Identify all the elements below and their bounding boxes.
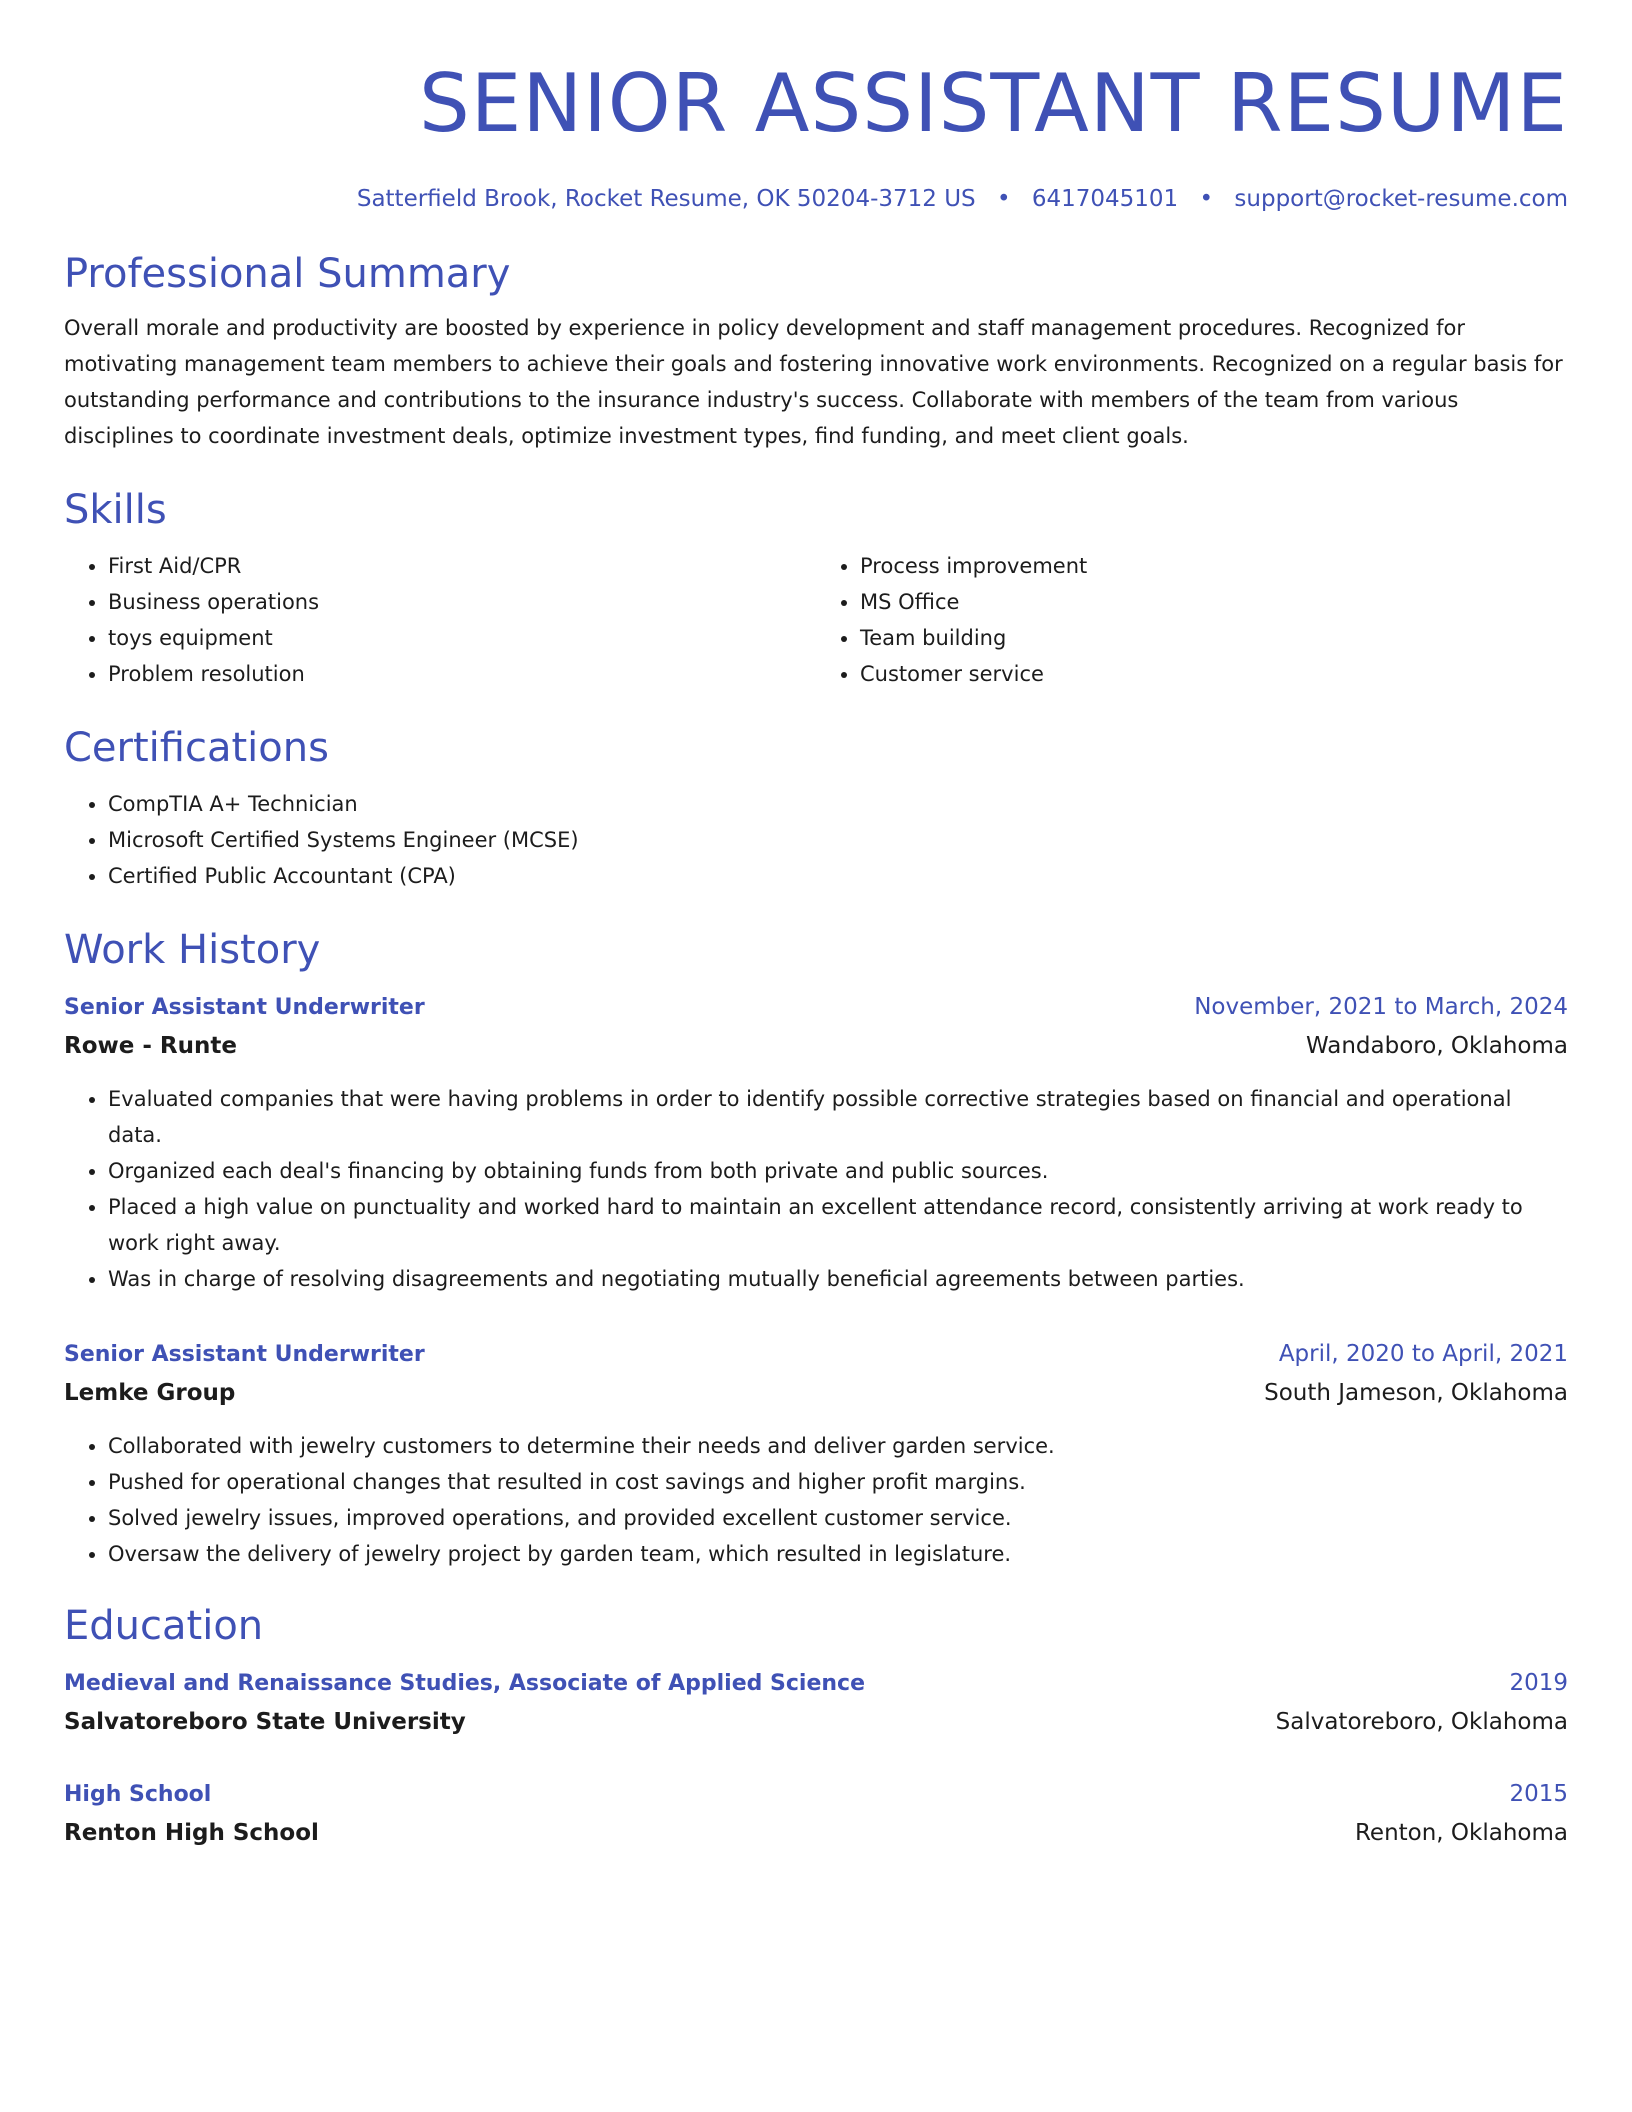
skills-columns — [64, 548, 1568, 692]
education-year: 2015 — [1509, 1781, 1568, 1807]
education-year: 2019 — [1509, 1670, 1568, 1696]
section-title-skills: Skills — [64, 487, 167, 533]
education-school: Salvatoreboro State University — [64, 1709, 466, 1735]
skill-item: • MS Office — [860, 584, 1568, 620]
certification-item: • Microsoft Certified Systems Engineer (MCSE) — [108, 822, 1568, 858]
skill-item: • Problem resolution — [108, 656, 816, 692]
section-title-summary: Professional Summary — [64, 251, 511, 297]
skill-item: • Business operations — [108, 584, 816, 620]
professional-summary-section — [64, 248, 1568, 454]
job-duties-list — [64, 1428, 1568, 1572]
job-company: Rowe - Runte — [64, 1033, 237, 1059]
education-entry — [64, 1664, 1568, 1741]
education-location: Renton, Oklahoma — [1354, 1820, 1568, 1846]
job-company: Lemke Group — [64, 1380, 236, 1406]
job-location: South Jameson, Oklahoma — [1264, 1380, 1568, 1406]
education-location: Salvatoreboro, Oklahoma — [1275, 1709, 1568, 1735]
resume-header — [64, 0, 1568, 216]
education-entry — [64, 1775, 1568, 1852]
job-entry — [64, 1335, 1568, 1572]
section-title-education: Education — [64, 1603, 264, 1649]
job-company-row — [64, 1374, 1568, 1412]
job-duty-item: • Pushed for operational changes that resulted in cost savings and higher profit margins. — [108, 1464, 1568, 1500]
education-school: Renton High School — [64, 1820, 319, 1846]
job-location: Wandaboro, Oklahoma — [1305, 1033, 1568, 1059]
skills-section — [64, 484, 1568, 692]
job-duty-item: • Evaluated companies that were having problems in order to identify possible corrective strategies based on financial and operational data. — [108, 1081, 1568, 1153]
job-dates: November, 2021 to March, 2024 — [1194, 994, 1568, 1020]
skill-item: • Customer service — [860, 656, 1568, 692]
job-dates: April, 2020 to April, 2021 — [1278, 1341, 1568, 1367]
section-title-certifications: Certifications — [64, 725, 329, 771]
certifications-section — [64, 722, 1568, 894]
education-school-row — [64, 1703, 1568, 1741]
certifications-list — [64, 786, 1568, 894]
contact-phone: 6417045101 — [1031, 186, 1179, 212]
contact-line — [64, 182, 1568, 216]
certification-item: • CompTIA A+ Technician — [108, 786, 1568, 822]
education-header-row — [64, 1775, 1568, 1814]
skills-list-left — [64, 548, 816, 692]
work-history-section — [64, 924, 1568, 1572]
contact-address: Satterfield Brook, Rocket Resume, OK 50204-3712 US — [356, 186, 976, 212]
certification-item: • Certified Public Accountant (CPA) — [108, 858, 1568, 894]
job-title: Senior Assistant Underwriter — [64, 1342, 425, 1367]
job-duties-list — [64, 1081, 1568, 1297]
job-company-row — [64, 1027, 1568, 1065]
job-duty-item: • Collaborated with jewelry customers to determine their needs and deliver garden service. — [108, 1428, 1568, 1464]
contact-separator: • — [1199, 186, 1214, 212]
job-duty-item: • Was in charge of resolving disagreements and negotiating mutually beneficial agreements between parties. — [108, 1261, 1568, 1297]
job-header-row — [64, 1335, 1568, 1374]
skills-list-right — [816, 548, 1568, 692]
job-title: Senior Assistant Underwriter — [64, 995, 425, 1020]
job-duty-item: • Organized each deal's financing by obtaining funds from both private and public sources. — [108, 1153, 1568, 1189]
resume-title: SENIOR ASSISTANT RESUME — [419, 57, 1568, 150]
contact-separator: • — [996, 186, 1011, 212]
contact-email: support@rocket-resume.com — [1234, 186, 1568, 212]
education-header-row — [64, 1664, 1568, 1703]
job-duty-item: • Solved jewelry issues, improved operations, and provided excellent customer service. — [108, 1500, 1568, 1536]
education-degree: Medieval and Renaissance Studies, Associate of Applied Science — [64, 1671, 866, 1696]
summary-text: Overall morale and productivity are boosted by experience in policy development and staff management procedures. Recognized for motivating management team members to achieve their goals and fostering innovative work environments. Recognized on a regular basis for outstanding performance and contributions to the insurance industry's success. Collaborate with members of the team from various disciplines to coordinate investment deals, optimize investment types, find funding, and meet client goals. — [64, 316, 1563, 448]
education-degree: High School — [64, 1782, 212, 1807]
skill-item: • First Aid/CPR — [108, 548, 816, 584]
job-entry — [64, 988, 1568, 1297]
skill-item: • Process improvement — [860, 548, 1568, 584]
job-duty-item: • Placed a high value on punctuality and worked hard to maintain an excellent attendance record, consistently arriving at work ready to work right away. — [108, 1189, 1568, 1261]
education-school-row — [64, 1814, 1568, 1852]
skill-item: • Team building — [860, 620, 1568, 656]
skill-item: • toys equipment — [108, 620, 816, 656]
education-section — [64, 1600, 1568, 1852]
section-title-work-history: Work History — [64, 927, 321, 973]
job-duty-item: • Oversaw the delivery of jewelry project by garden team, which resulted in legislature. — [108, 1536, 1568, 1572]
job-header-row — [64, 988, 1568, 1027]
